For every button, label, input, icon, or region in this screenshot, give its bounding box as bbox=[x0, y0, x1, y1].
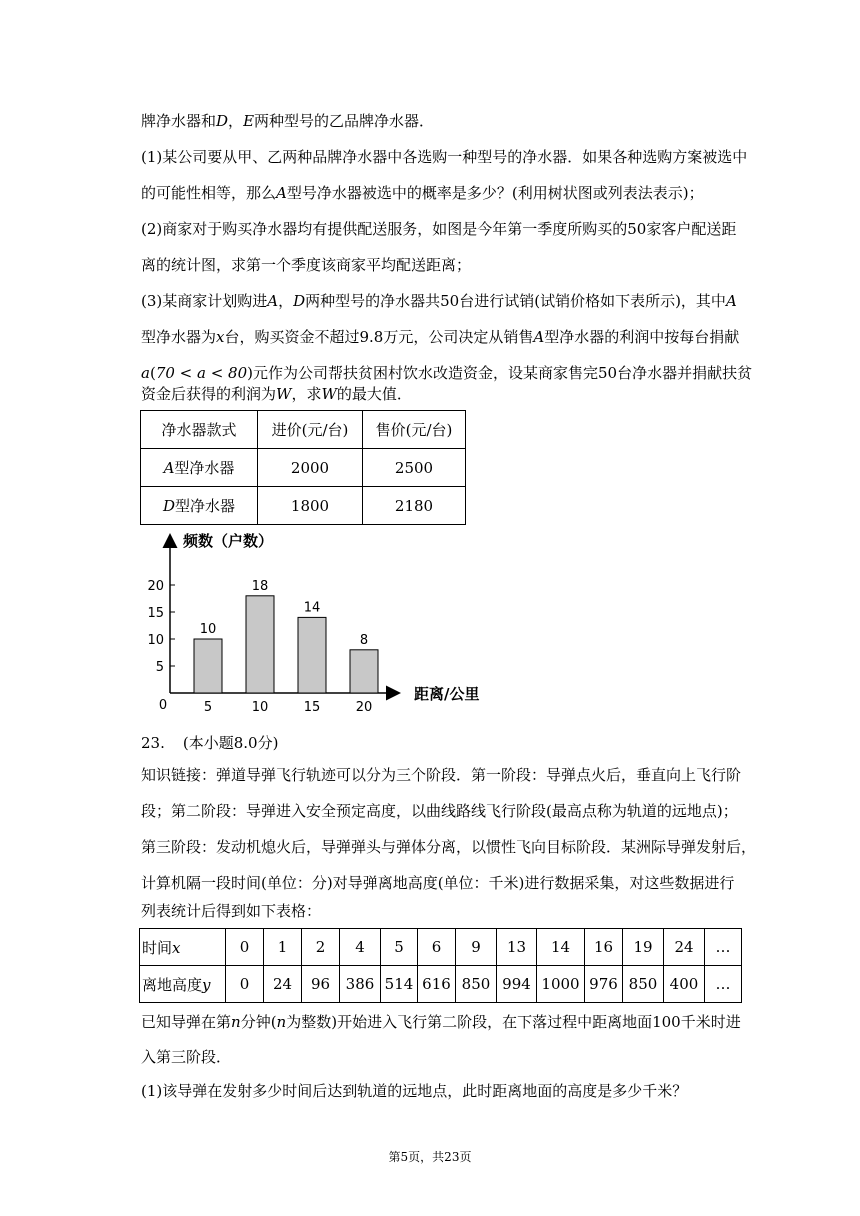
table-cell: 13 bbox=[497, 929, 537, 966]
text-line-7: 型净水器为x台，购买资金不超过9.8万元，公司决定从销售A型净水器的利润中按每台捐献 bbox=[141, 328, 740, 346]
table-cell: 2500 bbox=[363, 449, 466, 487]
question-part-2: (2)商家对于购买净水器均有提供配送服务，如图是今年第一季度所购买的50家客户配送距 bbox=[141, 220, 737, 238]
table-header-cell: 净水器款式 bbox=[141, 411, 258, 449]
table-cell: 400 bbox=[664, 966, 705, 1003]
table-cell: A型净水器 bbox=[141, 449, 258, 487]
bar-data-label: 18 bbox=[251, 578, 269, 594]
table-row bbox=[141, 487, 466, 525]
table-cell: 976 bbox=[585, 966, 623, 1003]
table-cell: 2 bbox=[302, 929, 340, 966]
knowledge-line-7: 入第三阶段． bbox=[141, 1048, 232, 1066]
table-row bbox=[141, 449, 466, 487]
table-cell: 5 bbox=[381, 929, 418, 966]
frequency-bar-chart bbox=[147, 528, 490, 718]
table-cell: 16 bbox=[585, 929, 623, 966]
table-cell: … bbox=[705, 966, 742, 1003]
missile-height-table bbox=[139, 928, 742, 1003]
x-tick-label: 10 bbox=[251, 700, 269, 715]
x-tick-label: 5 bbox=[203, 700, 213, 715]
bar-data-label: 14 bbox=[303, 600, 321, 616]
knowledge-line-3: 第三阶段：发动机熄火后，导弹弹头与弹体分离，以惯性飞向目标阶段．某洲际导弹发射后， bbox=[141, 838, 757, 856]
table-row-time bbox=[140, 929, 742, 966]
table-cell: 6 bbox=[418, 929, 456, 966]
table-cell: 24 bbox=[664, 929, 705, 966]
table-header-row bbox=[141, 411, 466, 449]
bar bbox=[194, 639, 222, 693]
table-row-height bbox=[140, 966, 742, 1003]
y-tick-label: 15 bbox=[147, 606, 164, 621]
table-cell: 386 bbox=[340, 966, 381, 1003]
price-table bbox=[140, 410, 466, 525]
page-footer: 第5页，共23页 bbox=[388, 1150, 472, 1164]
knowledge-line-5: 列表统计后得到如下表格： bbox=[141, 902, 322, 920]
table-cell: 850 bbox=[623, 966, 664, 1003]
table-cell: 96 bbox=[302, 966, 340, 1003]
text-line-3: 的可能性相等，那么A型号净水器被选中的概率是多少？(利用树状图或列表法表示)； bbox=[141, 184, 704, 202]
question-23-part-1: (1)该导弹在发射多少时间后达到轨道的远地点，此时距离地面的高度是多少千米？ bbox=[141, 1082, 688, 1100]
question-part-1: (1)某公司要从甲、乙两种品牌净水器中各选购一种型号的净水器．如果各种选购方案被选中 bbox=[141, 148, 748, 166]
table-header-cell: 售价(元/台) bbox=[363, 411, 466, 449]
question-score: (本小题8.0分) bbox=[182, 734, 279, 752]
x-axis-label: 距离/公里 bbox=[414, 685, 480, 703]
table-cell: 0 bbox=[226, 966, 264, 1003]
table-cell: 514 bbox=[381, 966, 418, 1003]
y-axis-label: 频数（户数） bbox=[183, 532, 274, 550]
bar bbox=[350, 650, 378, 693]
x-tick-label: 20 bbox=[355, 700, 373, 715]
table-header-cell: 进价(元/台) bbox=[258, 411, 363, 449]
table-cell: 1000 bbox=[537, 966, 585, 1003]
question-number: 23. bbox=[141, 734, 165, 752]
question-part-3: (3)某商家计划购进A，D两种型号的净水器共50台进行试销(试销价格如下表所示)，其中A bbox=[141, 292, 737, 310]
x-tick-label: 15 bbox=[303, 700, 321, 715]
text-line-8: a(70 < a < 80)元作为公司帮扶贫困村饮水改造资金，设某商家售完50台净水器并捐献扶贫 bbox=[141, 364, 753, 382]
bar-data-label: 10 bbox=[199, 622, 217, 637]
y-tick-label: 5 bbox=[155, 660, 164, 675]
text-line-5: 离的统计图，求第一个季度该商家平均配送距离； bbox=[141, 256, 472, 274]
y-tick-label: 20 bbox=[147, 579, 164, 594]
row-header: 时间x bbox=[140, 929, 226, 966]
text-line-1: 牌净水器和D，E两种型号的乙品牌净水器． bbox=[141, 112, 435, 130]
table-cell: D型净水器 bbox=[141, 487, 258, 525]
table-cell: 0 bbox=[226, 929, 264, 966]
table-cell: 1800 bbox=[258, 487, 363, 525]
text-line-9: 资金后获得的利润为W，求W的最大值． bbox=[141, 385, 412, 403]
bar bbox=[298, 617, 326, 693]
y-tick-label: 10 bbox=[147, 633, 164, 648]
table-cell: 9 bbox=[456, 929, 497, 966]
table-cell: 19 bbox=[623, 929, 664, 966]
table-cell: 4 bbox=[340, 929, 381, 966]
table-cell: … bbox=[705, 929, 742, 966]
table-cell: 2180 bbox=[363, 487, 466, 525]
question-23-heading bbox=[141, 732, 278, 754]
table-cell: 994 bbox=[497, 966, 537, 1003]
knowledge-line-4: 计算机隔一段时间(单位：分)对导弹离地高度(单位：千米)进行数据采集，对这些数据进行 bbox=[141, 874, 735, 892]
table-cell: 850 bbox=[456, 966, 497, 1003]
table-cell: 24 bbox=[264, 966, 302, 1003]
knowledge-line-2: 段；第二阶段：导弹进入安全预定高度，以曲线路线飞行阶段(最高点称为轨道的远地点)； bbox=[141, 802, 738, 820]
bar bbox=[246, 596, 274, 693]
knowledge-line-1: 知识链接：弹道导弹飞行轨迹可以分为三个阶段．第一阶段：导弹点火后，垂直向上飞行阶 bbox=[141, 766, 742, 784]
knowledge-line-6: 已知导弹在第n分钟(n为整数)开始进入飞行第二阶段，在下落过程中距离地面100千米时进 bbox=[141, 1013, 741, 1031]
table-cell: 2000 bbox=[258, 449, 363, 487]
origin-label: 0 bbox=[158, 698, 168, 713]
table-cell: 616 bbox=[418, 966, 456, 1003]
bar-data-label: 8 bbox=[359, 632, 369, 648]
row-header: 离地高度y bbox=[140, 966, 226, 1003]
table-cell: 1 bbox=[264, 929, 302, 966]
table-cell: 14 bbox=[537, 929, 585, 966]
